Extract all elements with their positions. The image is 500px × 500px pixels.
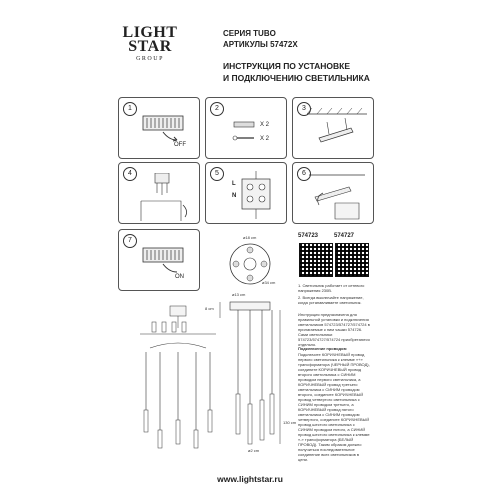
qr-code-574723[interactable]	[299, 243, 333, 277]
step-4-panel	[118, 162, 200, 224]
series-name: СЕРИЯ TUBO	[223, 29, 276, 38]
mount-bracket-illustration	[307, 108, 367, 153]
dimension-drawing	[214, 296, 297, 456]
step-5-panel	[205, 162, 287, 224]
dim-h8: 8 cm	[205, 306, 214, 311]
dowel-screw-icon	[232, 118, 262, 148]
dim-d2: ø2 cm	[248, 448, 260, 453]
articles: АРТИКУЛЫ 57472X	[223, 40, 298, 49]
wiring-title: Подключение проводов:	[298, 346, 348, 351]
step-1-panel	[118, 97, 200, 159]
article-2: 574727	[334, 233, 355, 239]
step-6-number: 6	[297, 167, 311, 181]
dowel-count: X 2	[260, 122, 270, 128]
step-4-number: 4	[123, 167, 137, 181]
logo-line-3: GROUP	[136, 56, 164, 62]
off-label: OFF	[174, 142, 186, 148]
terminal-block-icon	[238, 171, 278, 219]
on-label: ON	[175, 274, 184, 280]
page-title	[223, 60, 370, 84]
dim-d13: ø13 cm	[232, 292, 246, 297]
wire-connection-illustration	[137, 173, 197, 221]
step-3-panel	[292, 97, 374, 159]
logo-line-1: LIGHT	[122, 24, 178, 41]
step-2-number: 2	[210, 102, 224, 116]
title-line-2: И ПОДКЛЮЧЕНИЮ СВЕТИЛЬНИКА	[223, 73, 370, 83]
step-5-number: 5	[210, 167, 224, 181]
step-1-number: 1	[123, 102, 137, 116]
qr-code-574727[interactable]	[335, 243, 369, 277]
step-7-panel	[118, 229, 200, 291]
dim-d18: ø18 cm	[243, 235, 257, 240]
screw-count: X 2	[260, 136, 270, 142]
dim-d34: ø34 cm	[262, 280, 276, 285]
step-6-panel	[292, 162, 374, 224]
step-3-number: 3	[297, 102, 311, 116]
canopy-attach-illustration	[305, 171, 369, 221]
terminal-l-label: L	[232, 181, 236, 187]
note-2: 2. Всегда выключайте напряжение, когда устанавливаете светильник.	[298, 295, 364, 305]
article-1: 574723	[298, 233, 319, 239]
title-line-1: ИНСТРУКЦИЯ ПО УСТАНОВКЕ	[223, 61, 351, 71]
note-1: 1. Светильник работает от сетевого напряжения 230В.	[298, 283, 365, 293]
brand-logo	[120, 26, 180, 62]
step-2-panel	[205, 97, 287, 159]
dim-h130: 130 cm	[283, 420, 297, 425]
logo-line-2: STAR	[128, 38, 172, 55]
step-7-number: 7	[123, 234, 137, 248]
series-block	[223, 28, 298, 50]
instruction-text: Инструкция предназначена для правильной установки и подключения светильников 574723/574727/574724 в прилагаемые к ним чашки 574726. Сами светильники 574723/574727/574724 приобретаются отдельно.	[298, 312, 370, 347]
footer-url[interactable]: www.lightstar.ru	[217, 474, 283, 484]
terminal-n-label: N	[232, 193, 237, 199]
wiring-text: Подключите КОРИЧНЕВЫЙ провод первого светильника к клемме «+» трансформатора (ЧЕРНЫЙ ПРОВОД), соедините КОРИЧНЕВЫЙ провод второго светильника с СИНИМ проводом первого светильника, а КОРИЧНЕВЫЙ провод третьего светильника с СИНИМ проводом второго, соедините КОРИЧНЕВЫЙ провод четвертого светильника с СИНИМ проводом третьего, а КОРИЧНЕВЫЙ провод пятого светильника с СИНИМ проводом четвертого, соедините КОРИЧНЕВЫЙ провод шестого светильника с СИНИМ проводом пятого, а СИНИЙ провод шестого светильника к клемме «-» трансформатора (БЕЛЫЙ ПРОВОД). Таким образом должно получиться последовательное соединение всех светильников в цепи.	[298, 352, 370, 462]
